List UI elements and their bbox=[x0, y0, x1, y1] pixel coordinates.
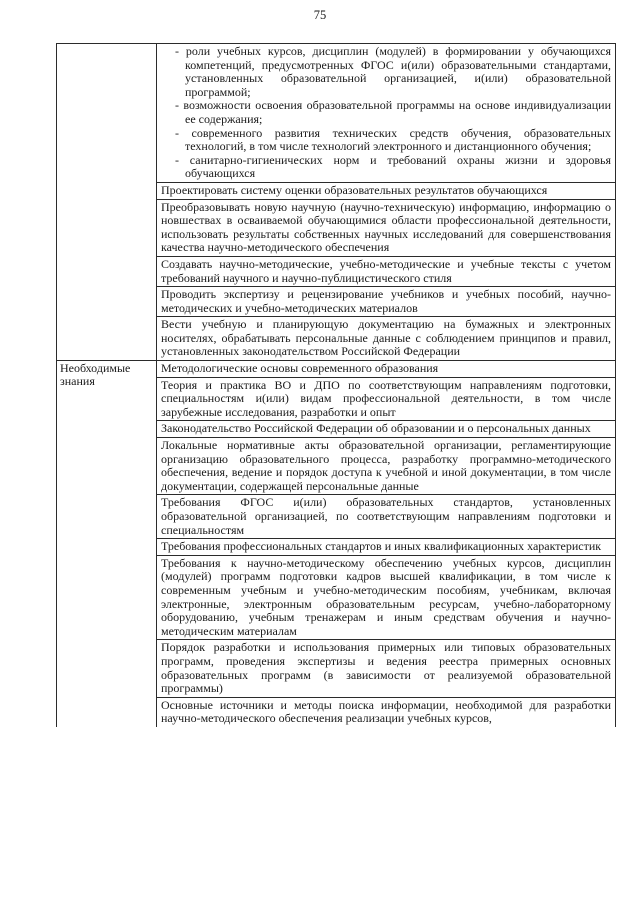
table-row: Основные источники и методы поиска информации, необходимой для разработки научно-методического обеспечения реализации учебных курсов, bbox=[161, 697, 611, 726]
table-row: Методологические основы современного образования bbox=[157, 361, 615, 378]
skills-section bbox=[57, 44, 615, 361]
bullet-item: - роли учебных курсов, дисциплин (модулей) в формировании у обучающихся компетенций, предусмотренных ФГОС и(или) образовательными стандартами, установленных образовательной организацией, и(или) образовательной программой; bbox=[175, 44, 611, 99]
table-row: Проводить экспертизу и рецензирование учебников и учебных пособий, научно-методических и учебно-методических материалов bbox=[157, 287, 615, 317]
section-rows bbox=[157, 361, 615, 727]
qualification-table bbox=[56, 43, 616, 727]
knowledge-section bbox=[57, 361, 615, 727]
table-row: Локальные нормативные акты образовательной организации, регламентирующие организацию образовательного процесса, разработку программно-методического обеспечения, ведение и порядок доступа к учебной и иной документации, в том числе документации, содержащей персональные данные bbox=[157, 438, 615, 495]
table-row: Порядок разработки и использования примерных или типовых образовательных программ, проведения экспертизы и ведения реестра примерных основных образовательных программ (в зависимости от реализуемой образовательной программы) bbox=[157, 640, 615, 697]
section-label bbox=[57, 44, 157, 360]
table-row: Преобразовывать новую научную (научно-техническую) информацию, информацию о новшествах в осваиваемой обучающимися области профессиональной деятельности, использовать результаты собственных научных исследований для совершенствования качества научно-методического обеспечения bbox=[157, 200, 615, 257]
bullet-item: - возможности освоения образовательной программы на основе индивидуализации ее содержания; bbox=[175, 98, 611, 126]
table-row bbox=[157, 44, 615, 183]
table-row: Теория и практика ВО и ДПО по соответствующим направлениям подготовки, специальностям и(или) видам профессиональной деятельности, в том числе зарубежные исследования, разработки и опыт bbox=[157, 378, 615, 422]
table-row: Законодательство Российской Федерации об образовании и о персональных данных bbox=[157, 421, 615, 438]
bullet-item: - санитарно-гигиенических норм и требований охраны жизни и здоровья обучающихся bbox=[175, 152, 611, 181]
table-row: Вести учебную и планирующую документацию на бумажных и электронных носителях, обрабатывать персональные данные с соблюдением принципов и правил, установленных законодательством Российской Федерации bbox=[161, 317, 611, 359]
table-row: Требования профессиональных стандартов и иных квалификационных характеристик bbox=[157, 539, 615, 556]
section-rows bbox=[157, 44, 615, 360]
table-row: Создавать научно-методические, учебно-методические и учебные тексты с учетом требований научного и научно-публицистического стиля bbox=[157, 257, 615, 287]
bullet-item: - современного развития технических средств обучения, образовательных технологий, в том числе технологий электронного и дистанционного обучения; bbox=[175, 125, 611, 154]
section-label: Необходимые знания bbox=[57, 361, 157, 727]
table-row: Требования к научно-методическому обеспечению учебных курсов, дисциплин (модулей) программ подготовки кадров высшей квалификации, в том числе к современным учебным и учебно-методическим пособиям, учебникам, включая электронные, электронным образовательным ресурсам, учебно-лабораторному оборудованию, учебным тренажерам и иным средствам обучения и научно-методическим материалам bbox=[157, 556, 615, 641]
table-row: Проектировать систему оценки образовательных результатов обучающихся bbox=[157, 183, 615, 200]
page-number: 75 bbox=[313, 8, 327, 22]
table-row: Требования ФГОС и(или) образовательных стандартов, установленных образовательной организацией, по соответствующим направлениям подготовки и специальностям bbox=[157, 495, 615, 539]
